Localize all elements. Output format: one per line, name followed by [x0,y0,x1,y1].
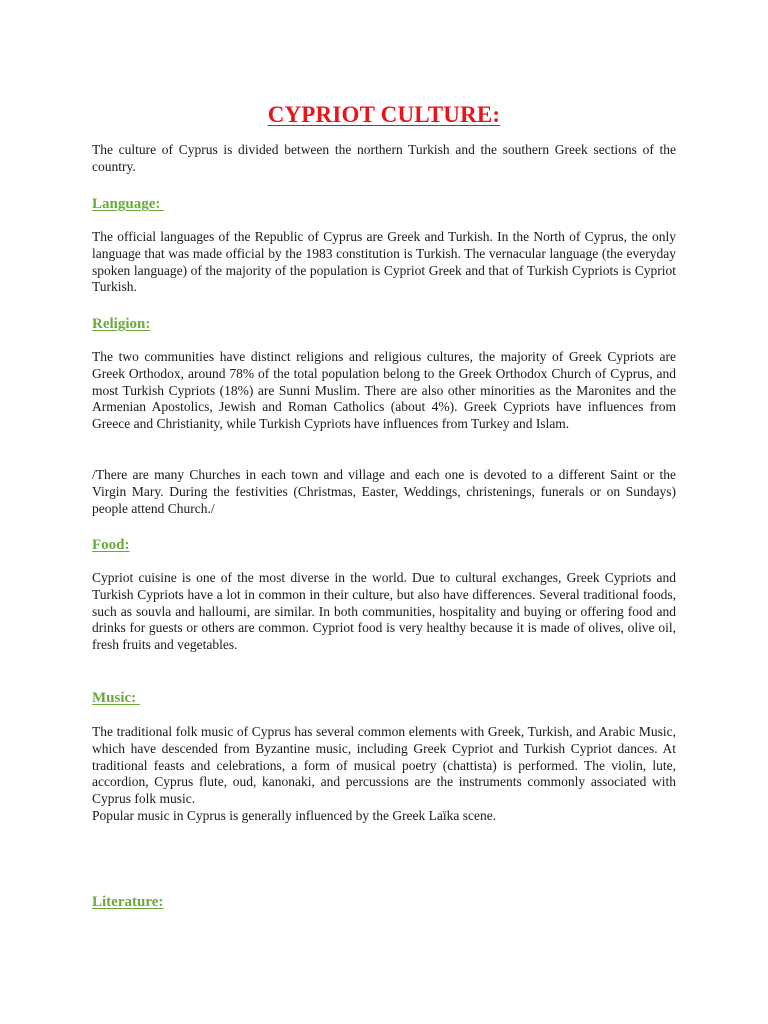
music-paragraph: The traditional folk music of Cyprus has several common elements with Greek, Turkish, and Arabic Music, which have descended from Byzantine music, including Greek Cypriot and Turkish Cypriot dances. At traditional feasts and celebrations, a form of musical poetry (chattista) is performed. The violin, lute, accordion, Cyprus flute, oud, kanonaki, and percussions are the instruments commonly associated with Cyprus folk music. [92,724,676,807]
music-popular-paragraph: Popular music in Cyprus is generally influenced by the Greek Laïka scene. [92,808,497,823]
language-heading: Language: [92,196,165,212]
food-heading: Food: [92,537,130,553]
intro-paragraph: The culture of Cyprus is divided between the northern Turkish and the southern Greek sections of the country. [92,142,676,174]
page-title: CYPRIOT CULTURE: [267,102,501,128]
literature-heading: Literature: [92,894,164,910]
language-paragraph: The official languages of the Republic of Cyprus are Greek and Turkish. In the North of Cyprus, the only language that was made official by the 1983 constitution is Turkish. The vernacular language (the everyday spoken language) of the majority of the population is Cypriot Greek and that of Turkish Cypriots is Cypriot Turkish. [92,229,676,295]
religion-heading: Religion: [92,316,151,332]
religion-paragraph: The two communities have distinct religions and religious cultures, the majority of Greek Cypriots are Greek Orthodox, around 78% of the total population belong to the Greek Orthodox Church of Cyprus, and most Turkish Cypriots (18%) are Sunni Muslim. There are also other minorities as the Maronites and the Armenian Apostolics, Jewish and Roman Catholics (about 4%). Greek Cypriots have influences from Greece and Christianity, while Turkish Cypriots have influences from Turkey and Islam. [92,349,676,432]
food-paragraph: Cypriot cuisine is one of the most diverse in the world. Due to cultural exchanges, Greek Cypriots and Turkish Cypriots have a lot in common in their culture, but also have differences. Several traditional foods, such as souvla and halloumi, are similar. In both communities, hospitality and buying or offering food and drinks for guests or others are common. Cypriot food is very healthy because it is made of olives, olive oil, fresh fruits and vegetables. [92,570,676,653]
religion-note-paragraph: /There are many Churches in each town and village and each one is devoted to a different Saint or the Virgin Mary. During the festivities (Christmas, Easter, Weddings, christenings, funerals or on Sundays) people attend Church./ [92,467,676,516]
music-heading: Music: [92,690,140,706]
